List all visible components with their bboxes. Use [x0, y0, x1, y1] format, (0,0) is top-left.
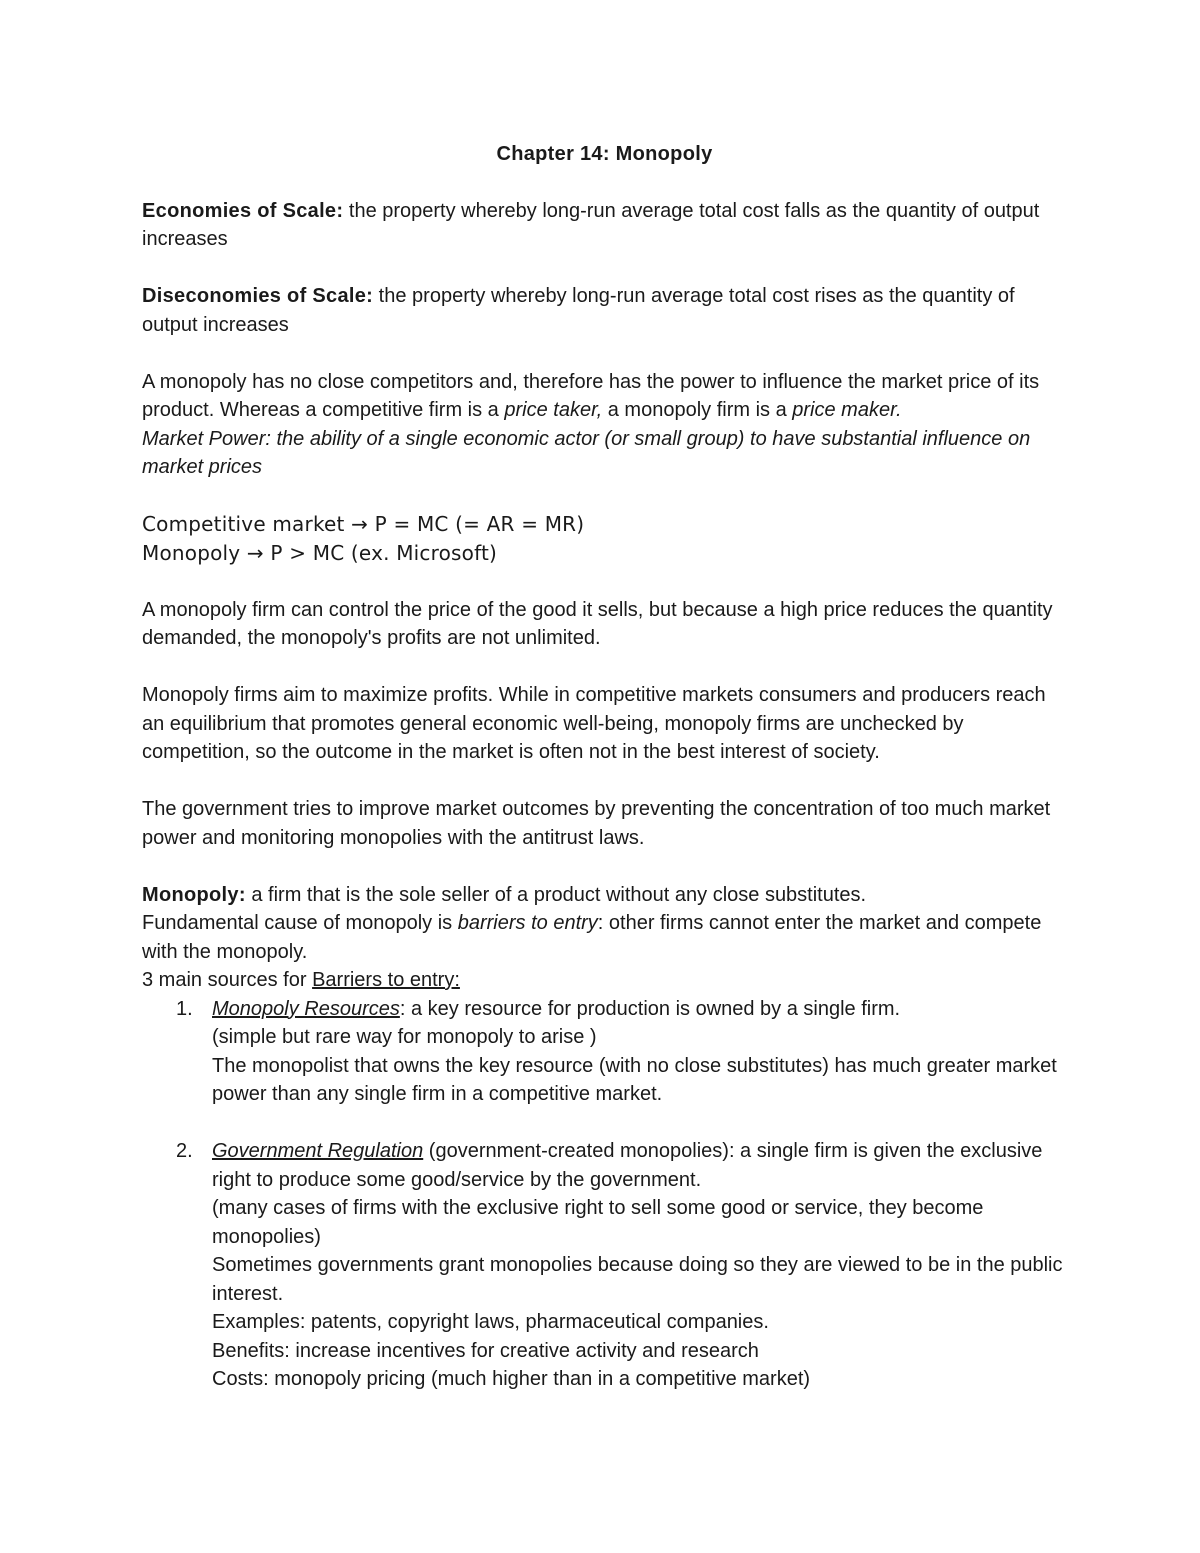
barriers-list — [142, 995, 1067, 1394]
economies-of-scale-text: the property whereby long-run average total cost falls as the quantity of output increases — [142, 199, 1040, 250]
monopoly-term: Monopoly: — [142, 883, 246, 906]
list-item-line: Costs: monopoly pricing (much higher than in a competitive market) — [212, 1368, 811, 1390]
diseconomies-of-scale-text: the property whereby long-run average total cost rises as the quantity of output increases — [142, 285, 1015, 336]
profit-maximization-paragraph: Monopoly firms aim to maximize profits. While in competitive markets consumers and producers reach an equilibrium that promotes general economic well-being, monopoly firms are unchecked by competition, so the outcome in the market is often not in the best interest of society. — [142, 684, 1046, 763]
page-title: Chapter 14: Monopoly — [496, 143, 713, 165]
sources-intro-text: 3 main sources for — [142, 969, 313, 991]
diseconomies-of-scale-term: Diseconomies of Scale: — [142, 285, 374, 307]
economies-of-scale-term: Economies of Scale: — [142, 199, 344, 222]
list-item-number: 2. — [176, 1140, 193, 1162]
monopoly-definition — [142, 881, 1067, 910]
diseconomies-of-scale-definition — [142, 282, 1067, 339]
document-content — [142, 140, 1067, 1394]
antitrust-paragraph: The government tries to improve market outcomes by preventing the concentration of too much market power and monitoring monopolies with the antitrust laws. — [142, 798, 1051, 849]
price-control-paragraph: A monopoly firm can control the price of the good it sells, but because a high price reduces the quantity demanded, the monopoly's profits are not unlimited. — [142, 598, 1053, 649]
sources-intro — [142, 966, 1067, 995]
list-item-line: Examples: patents, copyright laws, pharmaceutical companies. — [212, 1311, 769, 1333]
fundamental-cause-paragraph — [142, 909, 1067, 966]
government-regulation-heading: Government Regulation — [212, 1140, 424, 1162]
government-regulation-text: (government-created monopolies): a single firm is given the exclusive right to produce some good/service by the government. — [212, 1140, 1043, 1191]
list-item-line: (simple but rare way for monopoly to arise ) — [212, 1026, 597, 1048]
fundamental-cause-text-2: : other firms cannot enter the market and compete with the monopoly. — [142, 912, 1042, 963]
fundamental-cause-text-1: Fundamental cause of monopoly is — [142, 912, 458, 934]
barriers-to-entry-term: barriers to entry — [457, 912, 598, 934]
list-item-number: 1. — [176, 997, 193, 1020]
market-power-paragraph — [142, 368, 1067, 425]
market-power-text-1: A monopoly has no close competitors and, therefore has the power to influence the market price of its product. Whereas a competitive firm is a — [142, 370, 1040, 421]
list-item-head-line — [212, 1137, 1067, 1194]
competitive-market-formula: Competitive market → P = MC (= AR = MR) — [142, 512, 585, 536]
market-power-text-2: a monopoly firm is a — [602, 399, 793, 421]
monopoly-resources-text: : a key resource for production is owned by a single firm. — [399, 997, 901, 1020]
market-power-definition: Market Power: the ability of a single economic actor (or small group) to have substantial influence on market prices — [142, 427, 1031, 478]
monopoly-formula: Monopoly → P > MC (ex. Microsoft) — [142, 540, 498, 565]
list-item-line: The monopolist that owns the key resource (with no close substitutes) has much greater market power than any single firm in a competitive market. — [212, 1054, 1057, 1105]
economies-of-scale-definition — [142, 197, 1067, 254]
list-item-head-line — [212, 995, 1067, 1024]
list-item — [142, 1137, 1067, 1394]
list-item — [142, 995, 1067, 1109]
barriers-to-entry-heading: Barriers to entry: — [312, 969, 460, 991]
list-item-line: (many cases of firms with the exclusive right to sell some good or service, they become monopolies) — [212, 1197, 984, 1248]
price-taker-term: price taker, — [504, 399, 603, 421]
list-item-line: Sometimes governments grant monopolies because doing so they are viewed to be in the public interest. — [212, 1254, 1063, 1305]
list-item-line: Benefits: increase incentives for creative activity and research — [212, 1339, 759, 1362]
monopoly-resources-heading: Monopoly Resources — [212, 997, 400, 1020]
monopoly-definition-text: a firm that is the sole seller of a product without any close substitutes. — [245, 883, 867, 906]
price-maker-term: price maker. — [792, 399, 902, 421]
